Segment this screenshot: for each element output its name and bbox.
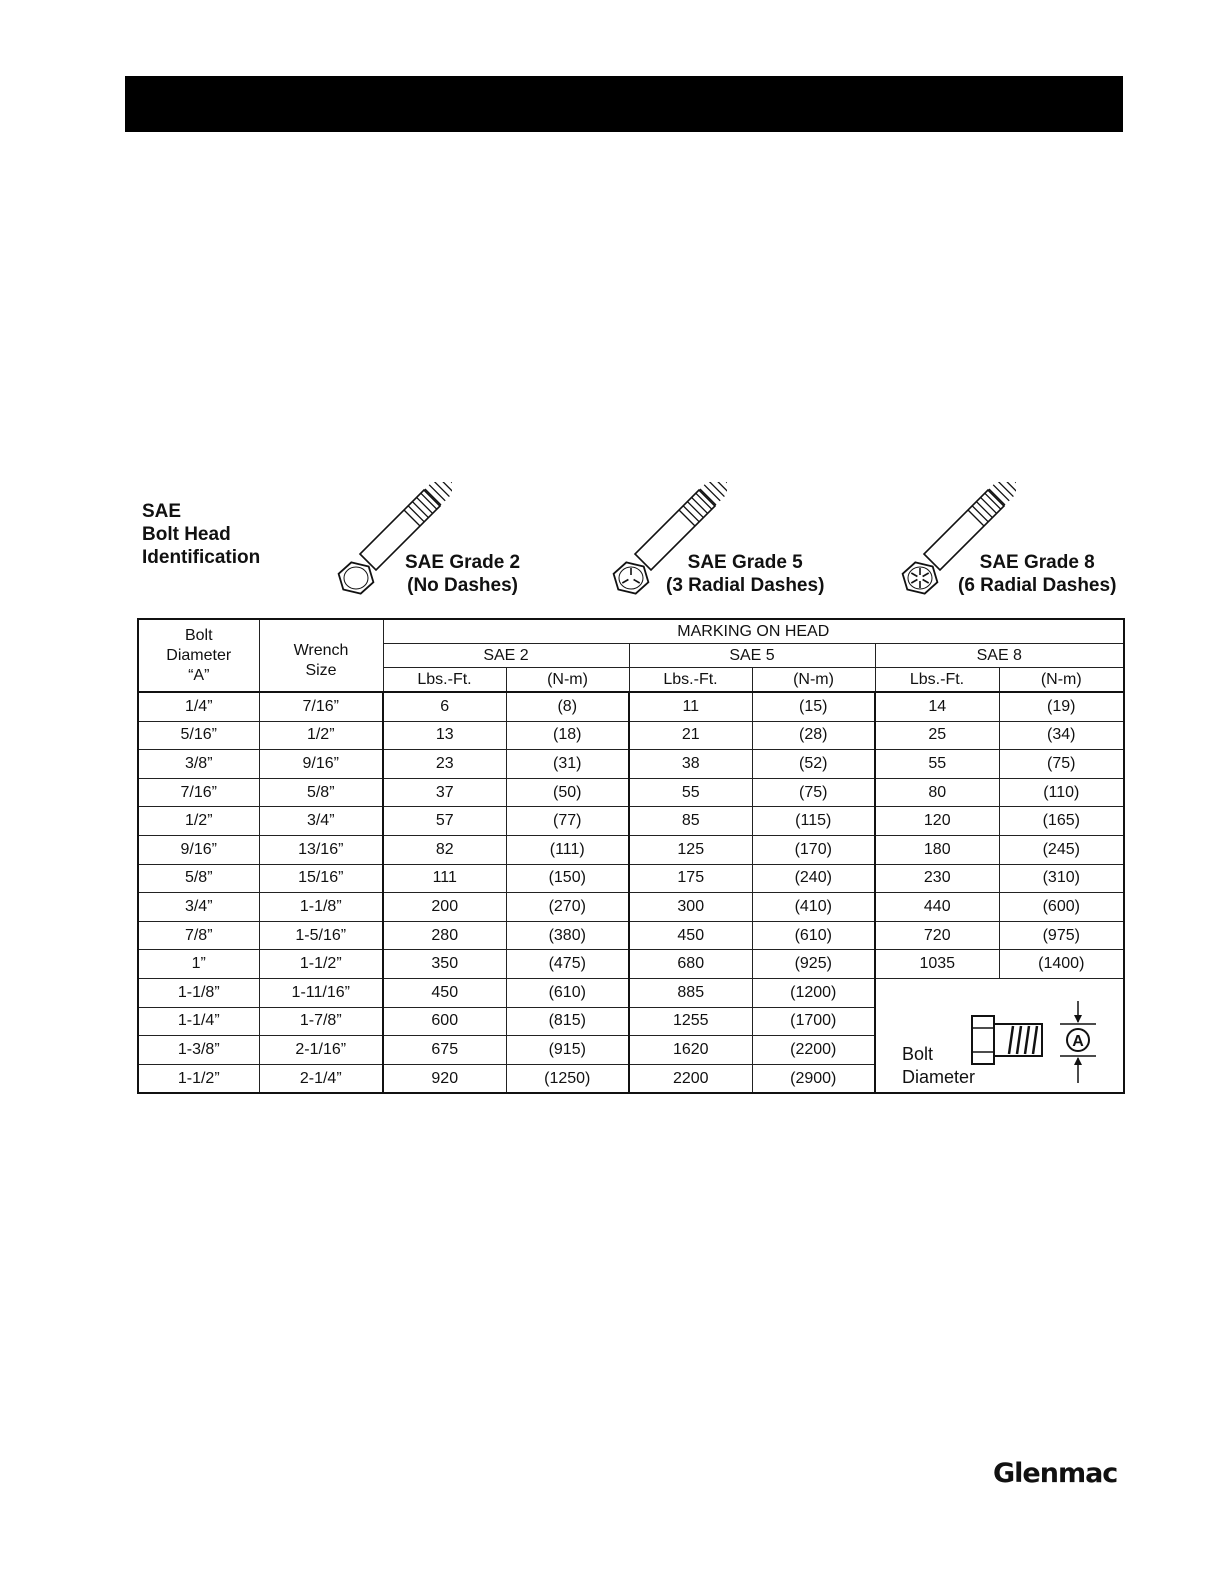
table-cell: 2-1/4” <box>259 1064 383 1093</box>
table-cell: 3/8” <box>138 750 259 779</box>
grade-name: SAE Grade 5 <box>687 552 803 573</box>
table-cell: 1620 <box>629 1036 752 1065</box>
grade-name: SAE Grade 8 <box>979 552 1095 573</box>
table-cell: 300 <box>629 893 752 922</box>
table-row <box>138 893 1124 922</box>
table-cell: 600 <box>383 1007 506 1036</box>
table-cell: (15) <box>752 692 875 721</box>
table-cell: 80 <box>875 778 999 807</box>
table-cell: 3/4” <box>259 807 383 836</box>
table-cell: 25 <box>875 721 999 750</box>
table-cell: (170) <box>752 835 875 864</box>
table-cell: (2900) <box>752 1064 875 1093</box>
table-cell: 23 <box>383 750 506 779</box>
table-cell: 450 <box>629 921 752 950</box>
table-cell: 9/16” <box>259 750 383 779</box>
table-cell: (75) <box>999 750 1124 779</box>
table-cell: (925) <box>752 950 875 979</box>
table-cell: 350 <box>383 950 506 979</box>
table-cell: 1-3/8” <box>138 1036 259 1065</box>
grade-2-label <box>405 551 520 597</box>
header-line: Bolt <box>184 626 213 644</box>
table-cell: 1/2” <box>138 807 259 836</box>
table-cell: 885 <box>629 978 752 1007</box>
table-cell: (75) <box>752 778 875 807</box>
unit-lbs-ft-header: Lbs.-Ft. <box>629 668 752 693</box>
col-wrench-size-header <box>259 619 383 692</box>
table-cell: 6 <box>383 692 506 721</box>
grade-detail: (No Dashes) <box>407 575 518 596</box>
table-cell: 680 <box>629 950 752 979</box>
table-cell: 9/16” <box>138 835 259 864</box>
grade-5-label <box>666 551 824 597</box>
table-cell: 7/16” <box>138 778 259 807</box>
table-cell: 675 <box>383 1036 506 1065</box>
table-cell: 55 <box>629 778 752 807</box>
header-bar <box>125 76 1123 132</box>
table-cell: (380) <box>506 921 629 950</box>
table-cell: 37 <box>383 778 506 807</box>
table-row <box>138 835 1124 864</box>
header-line: Size <box>305 661 337 679</box>
table-cell: 3/4” <box>138 893 259 922</box>
header-line: Wrench <box>293 641 349 659</box>
table-cell: 720 <box>875 921 999 950</box>
table-cell: (18) <box>506 721 629 750</box>
table-cell: 111 <box>383 864 506 893</box>
table-cell: (115) <box>752 807 875 836</box>
grade-detail: (3 Radial Dashes) <box>666 575 825 596</box>
table-cell: (975) <box>999 921 1124 950</box>
table-cell: (270) <box>506 893 629 922</box>
table-cell: 21 <box>629 721 752 750</box>
diagram-label-line: Diameter <box>902 1066 976 1087</box>
table-cell: 1-1/2” <box>259 950 383 979</box>
grade-detail: (6 Radial Dashes) <box>958 575 1117 596</box>
table-cell: (410) <box>752 893 875 922</box>
table-cell: 5/8” <box>259 778 383 807</box>
table-cell: 5/16” <box>138 721 259 750</box>
table-cell: 5/8” <box>138 864 259 893</box>
table-cell: (1400) <box>999 950 1124 979</box>
table-cell: (50) <box>506 778 629 807</box>
table-cell: 13/16” <box>259 835 383 864</box>
bolt-diameter-diagram-cell <box>875 978 1124 1093</box>
header-line: Diameter <box>166 646 232 664</box>
table-row <box>138 778 1124 807</box>
table-cell: (52) <box>752 750 875 779</box>
table-cell: 450 <box>383 978 506 1007</box>
sae-5-header: SAE 5 <box>629 644 875 668</box>
table-cell: (240) <box>752 864 875 893</box>
table-cell: 440 <box>875 893 999 922</box>
table-cell: 125 <box>629 835 752 864</box>
torque-table <box>137 618 1125 1094</box>
table-cell: 120 <box>875 807 999 836</box>
diagram-label-line: Bolt <box>902 1043 934 1064</box>
table-cell: (19) <box>999 692 1124 721</box>
sae-2-header: SAE 2 <box>383 644 629 668</box>
unit-nm-header: (N-m) <box>752 668 875 693</box>
table-cell: (111) <box>506 835 629 864</box>
table-cell: 200 <box>383 893 506 922</box>
table-cell: 1-1/2” <box>138 1064 259 1093</box>
table-cell: 7/8” <box>138 921 259 950</box>
table-row <box>138 978 1124 1007</box>
table-cell: (915) <box>506 1036 629 1065</box>
table-cell: 1-1/4” <box>138 1007 259 1036</box>
table-cell: (1250) <box>506 1064 629 1093</box>
table-cell: 82 <box>383 835 506 864</box>
table-cell: 2-1/16” <box>259 1036 383 1065</box>
table-cell: 85 <box>629 807 752 836</box>
table-cell: 230 <box>875 864 999 893</box>
table-cell: (610) <box>752 921 875 950</box>
unit-nm-header: (N-m) <box>999 668 1124 693</box>
table-cell: (31) <box>506 750 629 779</box>
table-cell: 920 <box>383 1064 506 1093</box>
grade-8-label <box>958 551 1116 597</box>
col-bolt-diameter-header <box>138 619 259 692</box>
table-cell: 1-1/8” <box>259 893 383 922</box>
table-cell: (165) <box>999 807 1124 836</box>
unit-lbs-ft-header: Lbs.-Ft. <box>383 668 506 693</box>
table-cell: 1/4” <box>138 692 259 721</box>
table-row <box>138 692 1124 721</box>
title-line: Identification <box>142 547 261 568</box>
table-row <box>138 950 1124 979</box>
table-cell: 1/2” <box>259 721 383 750</box>
table-cell: (475) <box>506 950 629 979</box>
table-cell: 7/16” <box>259 692 383 721</box>
table-cell: (28) <box>752 721 875 750</box>
table-row <box>138 864 1124 893</box>
table-cell: (110) <box>999 778 1124 807</box>
title-line: SAE <box>142 501 182 522</box>
bolt-head-shape <box>972 1016 994 1064</box>
table-cell: (245) <box>999 835 1124 864</box>
table-cell: 15/16” <box>259 864 383 893</box>
grade-name: SAE Grade 2 <box>405 552 521 573</box>
table-row <box>138 721 1124 750</box>
table-cell: 1-7/8” <box>259 1007 383 1036</box>
table-cell: 1-11/16” <box>259 978 383 1007</box>
table-cell: 14 <box>875 692 999 721</box>
table-cell: (815) <box>506 1007 629 1036</box>
unit-lbs-ft-header: Lbs.-Ft. <box>875 668 999 693</box>
diameter-marker-text: A <box>1072 1032 1084 1050</box>
table-cell: (77) <box>506 807 629 836</box>
table-cell: 1” <box>138 950 259 979</box>
table-cell: 55 <box>875 750 999 779</box>
unit-nm-header: (N-m) <box>506 668 629 693</box>
table-cell: (610) <box>506 978 629 1007</box>
table-cell: (310) <box>999 864 1124 893</box>
table-cell: 2200 <box>629 1064 752 1093</box>
table-row <box>138 807 1124 836</box>
table-cell: 1-5/16” <box>259 921 383 950</box>
table-cell: 57 <box>383 807 506 836</box>
header-line: “A” <box>188 666 210 684</box>
torque-table-body <box>138 692 1124 1093</box>
sae-8-header: SAE 8 <box>875 644 1124 668</box>
table-cell: 280 <box>383 921 506 950</box>
table-cell: 13 <box>383 721 506 750</box>
table-cell: 1-1/8” <box>138 978 259 1007</box>
table-cell: (1700) <box>752 1007 875 1036</box>
table-cell: 1035 <box>875 950 999 979</box>
table-cell: (1200) <box>752 978 875 1007</box>
table-cell: 180 <box>875 835 999 864</box>
table-cell: 175 <box>629 864 752 893</box>
table-cell: 1255 <box>629 1007 752 1036</box>
title-line: Bolt Head <box>142 524 231 545</box>
marking-on-head-header: MARKING ON HEAD <box>383 619 1124 644</box>
table-cell: (600) <box>999 893 1124 922</box>
table-cell: (8) <box>506 692 629 721</box>
table-row <box>138 750 1124 779</box>
table-cell: (150) <box>506 864 629 893</box>
table-cell: (2200) <box>752 1036 875 1065</box>
glenmac-logo: Glenmac <box>993 1458 1118 1489</box>
table-row <box>138 921 1124 950</box>
bolt-diameter-label <box>902 1043 975 1089</box>
bolt-head-identification-title <box>142 500 260 569</box>
table-cell: 11 <box>629 692 752 721</box>
table-cell: 38 <box>629 750 752 779</box>
table-cell: (34) <box>999 721 1124 750</box>
